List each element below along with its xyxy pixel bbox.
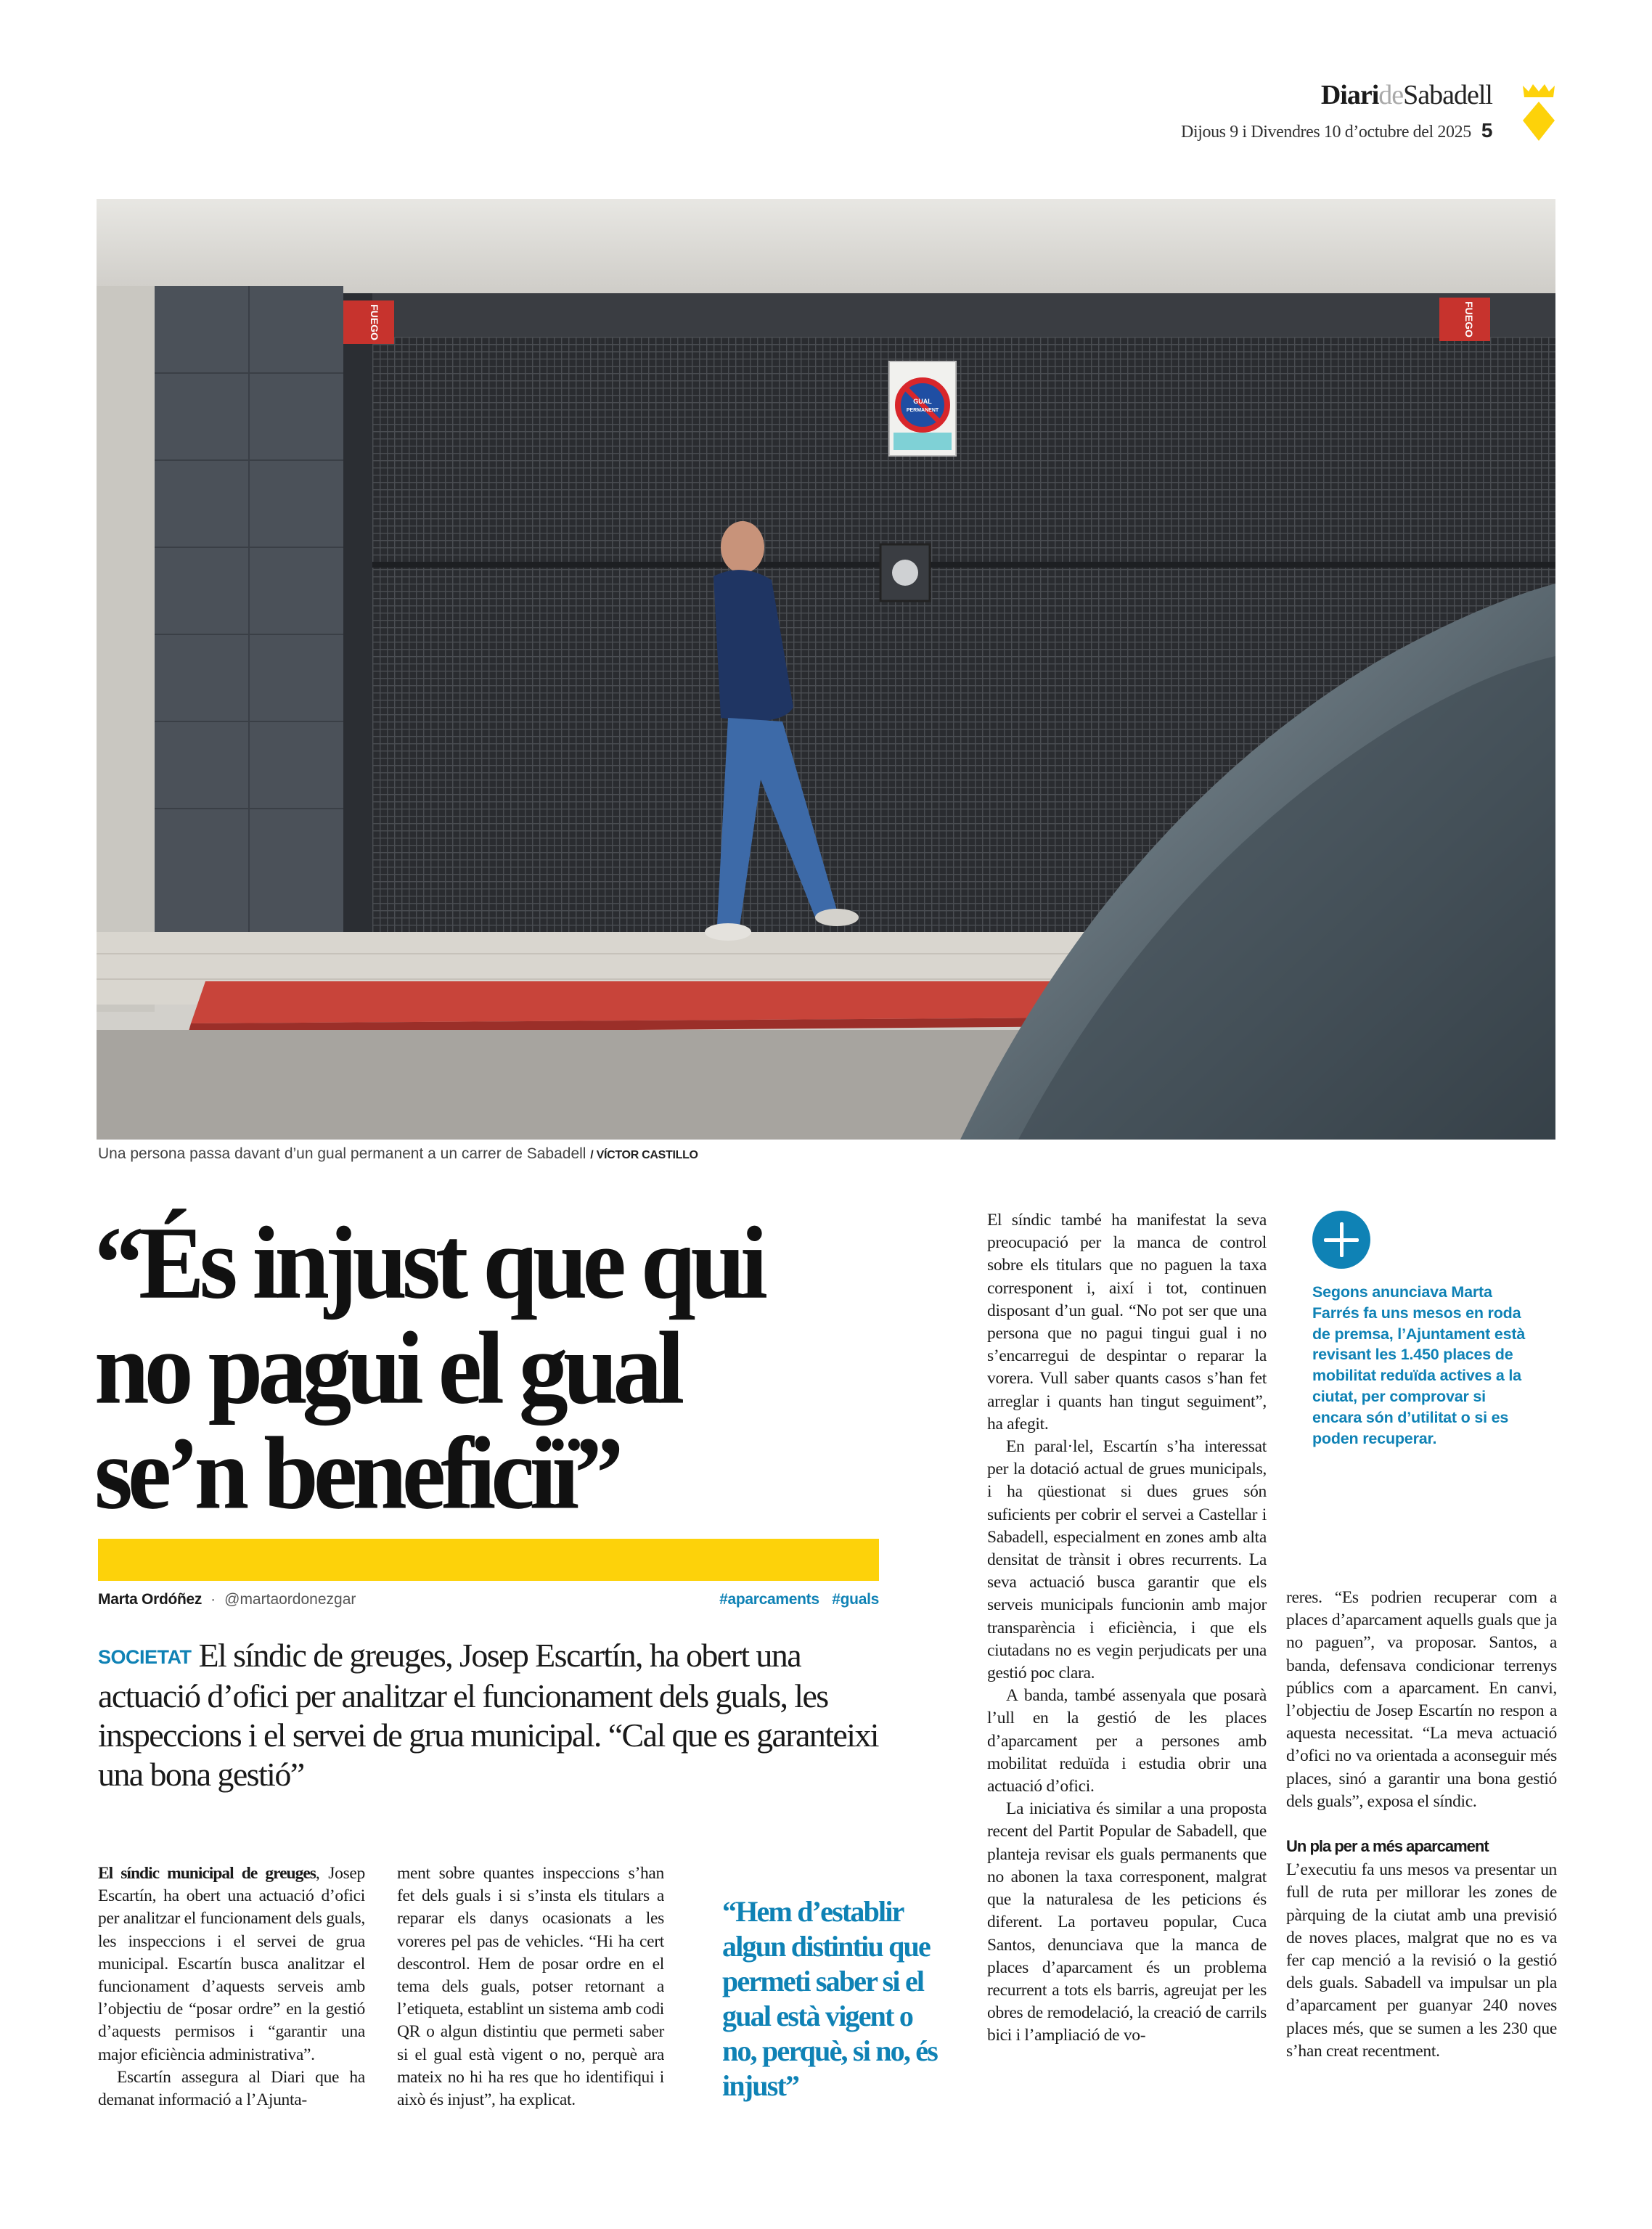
body-paragraph: La iniciativa és similar a una proposta recent del Partit Popular de Sabadell, que planteja revisar els guals permanents que no abonen la taxa corresponent, malgrat que la naturalesa de les peticions és diferent. La portaveu popular, Cuca Santos, denunciava que la manca de places d’aparcament és un problema recurrent a tots els barris, agreujat per les obres de remodelació, la creació de carrils bici i l’ampliació de vo- xyxy=(987,1799,1267,2045)
photo-caption xyxy=(98,1145,698,1163)
lead-text: El síndic de greuges, Josep Escartín, ha obert una actuació d’ofici per analitzar el funcionament dels guals, les inspeccions i el servei de grua municipal. “Cal que es garanteixi una bona gestió” xyxy=(98,1637,878,1793)
plus-icon xyxy=(1312,1211,1370,1269)
hashtags xyxy=(711,1591,879,1608)
yellow-highlight-bar xyxy=(98,1539,879,1581)
logo-de: de xyxy=(1378,80,1404,110)
dateline xyxy=(1181,119,1492,142)
page-number: 5 xyxy=(1481,119,1492,142)
body-paragraph: El síndic també ha manifestat la seva preocupació per la manca de control sobre els titulars que no paguen la taxa corresponent i, així i tot, continuen disposant d’un gual. “No pot ser que una persona que no pagui tingui gual i no s’encarregui de despintar o reparar la vorera. Vull saber quants casos s’han fet arreglar i quants han tingut seguiment”, ha afegit. xyxy=(987,1211,1267,1433)
byline-separator: · xyxy=(210,1591,216,1608)
street-photo-illustration xyxy=(97,199,1555,1140)
paragraph-text: , Josep Escartín, ha obert una actuació d’ofici per analitzar el funcionament dels guals, les inspeccions i el servei de grua municipal. Escartín busca analitzar el funcionament d’aquests serveis amb l’objectiu de “posar ordre” en la gestió d’aquests permisos i “garantir una major eficiència administrativa”. xyxy=(98,1864,365,2064)
body-paragraph: L’executiu fa uns mesos va presentar un full de ruta per millorar les zones de pàrquing de la ciutat amb una previsió de noves places, malgrat que no es va fer cap menció a la revisió o la gestió dels guals. Sabadell va impulsar un pla d’aparcament per guanyar 240 noves places més, que se sumen a les 230 que s’han creat recentment. xyxy=(1286,1860,1557,2061)
sign-line-2: PERMANENT xyxy=(906,408,939,413)
crown-shield-icon xyxy=(1518,81,1559,142)
headline-line: se’n beneficiï” xyxy=(94,1416,619,1531)
body-paragraph: Escartín assegura al Diari que ha demanat informació a l’Ajunta- xyxy=(98,2067,365,2110)
logo-diari: Diari xyxy=(1320,80,1379,110)
body-column-4 xyxy=(1286,1587,1557,2063)
body-paragraph xyxy=(98,1862,365,2066)
gual-permanent-sign xyxy=(889,361,956,456)
section-label: SOCIETAT xyxy=(98,1646,192,1668)
hashtag-guals[interactable]: #guals xyxy=(832,1591,879,1608)
logo-sabadell: Sabadell xyxy=(1403,80,1492,110)
body-column-1 xyxy=(98,1862,365,2111)
body-paragraph: ment sobre quantes inspeccions s’han fet dels guals i si s’insta els titulars a reparar els danys ocasionats a les voreres pel pas de vehicles. “Hi ha cert descontrol. Hem de posar ordre en el tema dels guals, potser retornant a l’etiqueta, establint un sistema amb codi QR o algun distintiu que permeti saber si el gual està vigent o no, perquè ara mateix no hi ha res que ho identifiqui i això és injust”, ha explicat. xyxy=(397,1864,664,2110)
headline-line: “És injust que qui xyxy=(94,1206,763,1321)
subheading: Un pla per a més aparcament xyxy=(1286,1837,1489,1856)
body-paragraph: reres. “Es podrien recuperar com a places d’aparcament aquells guals que ja no paguen”, va proposar. Santos, a banda, defensava condicionar terrenys públics com a aparcament. En canvi, l’objectiu de Josep Escartín no respon a aquesta necessitat. “La meva actuació d’ofici no va orientada a aconseguir més places, sinó a garantir una bona gestió dels guals”, exposa el síndic. xyxy=(1286,1588,1557,1811)
headline xyxy=(94,1206,900,1531)
fire-sign-left-label: FUEGO xyxy=(369,304,380,340)
info-sidebox: Segons anunciava Marta Farrés fa uns mesos en roda de premsa, l’Ajuntament està revisant les 1.450 places de mobilitat reduïda actives a la ciutat, per comprovar si encara són d’utilitat o si es poden recuperar. xyxy=(1312,1283,1526,1447)
hashtag-aparcaments[interactable]: #aparcaments xyxy=(719,1591,819,1608)
newspaper-logo xyxy=(1181,81,1492,109)
pull-quote: “Hem d’establir algun distintiu que permeti saber si el gual està vigent o no, perquè, si no, és injust” xyxy=(722,1895,937,2102)
article-photo xyxy=(97,199,1555,1140)
body-paragraph: A banda, també assenyala que posarà l’ull en la gestió de les places d’aparcament per a persones amb mobilitat reduïda i estudia obrir una actuació d’ofici. xyxy=(987,1686,1267,1796)
fire-sign-right-label: FUEGO xyxy=(1463,301,1475,338)
author-handle[interactable]: @martaordonezgar xyxy=(224,1591,356,1608)
fire-sign-left xyxy=(343,300,394,344)
photo-credit: / VÍCTOR CASTILLO xyxy=(590,1149,698,1161)
author-name: Marta Ordóñez xyxy=(98,1591,203,1608)
masthead xyxy=(1181,81,1492,142)
body-column-2 xyxy=(397,1862,664,2111)
byline xyxy=(98,1591,879,1608)
issue-date: Dijous 9 i Divendres 10 d’octubre del 2025 xyxy=(1181,123,1471,142)
run-in-lead: El síndic municipal de greuges xyxy=(98,1864,316,1883)
caption-text: Una persona passa davant d’un gual permanent a un carrer de Sabadell xyxy=(98,1145,586,1162)
sign-line-1: GUAL xyxy=(913,398,932,405)
lead-paragraph xyxy=(98,1636,889,1794)
headline-line: no pagui el gual xyxy=(94,1311,680,1426)
body-paragraph: En paral·lel, Escartín s’ha interessat per la dotació actual de grues municipals, i ha qüestionat si dues grues són suficients per cobrir el servei a Castellar i Sabadell, especialment en zones amb alta densitat de trànsit i obres recurrents. La seva actuació busca garantir que els serveis municipals funcionin amb major transparència i eficiència, i que els ciutadans no es vegin perjudicats per una gestió poc clara. xyxy=(987,1437,1267,1683)
body-column-3 xyxy=(987,1209,1267,2048)
